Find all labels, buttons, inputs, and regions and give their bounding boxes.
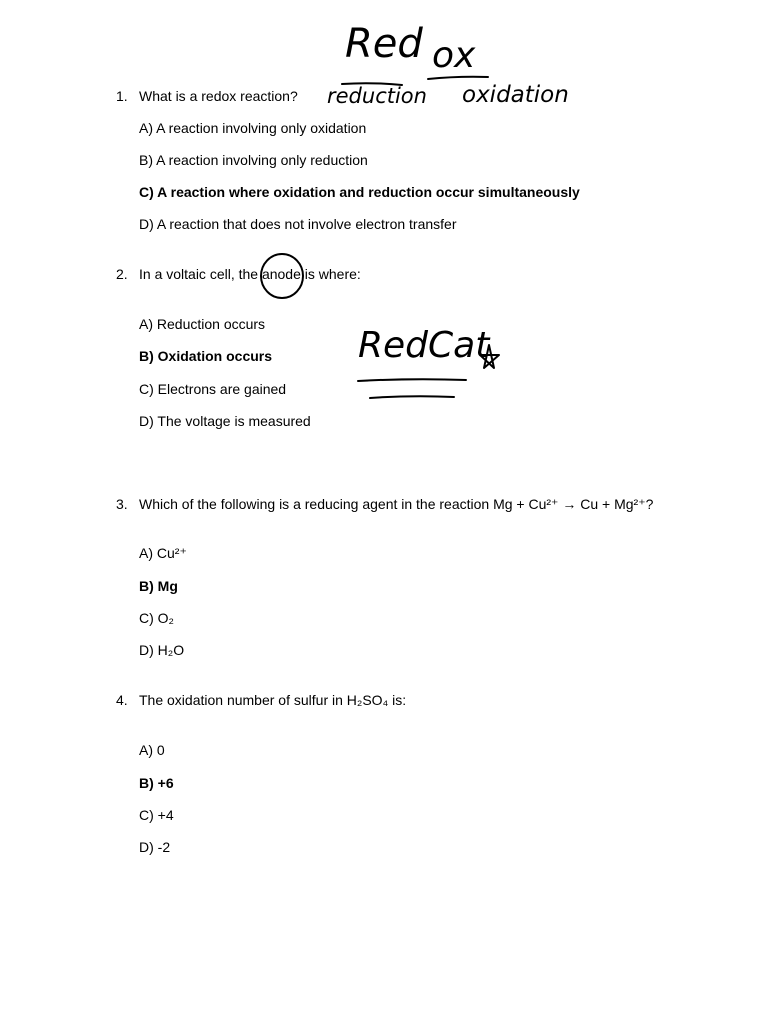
question-text: In a voltaic cell, the [139,266,262,282]
option-2a: A) Reduction occurs [139,316,266,332]
question-2 [116,266,361,282]
question-text: Which of the following is a reducing agent in the reaction Mg + Cu²⁺ → Cu + Mg²⁺? [139,496,654,512]
question-1 [116,88,298,104]
option-1d: D) A reaction that does not involve electron transfer [139,216,457,232]
option-2b-correct: B) Oxidation occurs [139,348,273,364]
question-number: 1. [116,88,128,104]
option-3d: D) H₂O [139,642,185,658]
option-1a: A) A reaction involving only oxidation [139,120,367,136]
anode-word: anode [261,266,301,282]
option-4b-correct: B) +6 [139,775,174,791]
option-4c: C) +4 [139,807,174,823]
question-text-end: is where: [300,266,361,282]
option-1b: B) A reaction involving only reduction [139,152,368,168]
question-3 [116,496,653,513]
question-text: What is a redox reaction? [139,88,298,104]
option-3c: C) O₂ [139,610,174,626]
question-text: The oxidation number of sulfur in H₂SO₄ is: [139,692,407,708]
option-4d: D) -2 [139,839,171,855]
underline-ox [428,77,488,79]
handwritten-redcat: RedCat [358,325,490,366]
handwritten-ox: ox [432,35,476,76]
handwritten-red: Red [345,21,423,67]
question-number: 4. [116,692,128,708]
underline-redcat-1 [358,379,466,381]
question-4 [116,692,406,708]
option-1c-correct: C) A reaction where oxidation and reduction occur simultaneously [139,184,580,200]
question-number: 2. [116,266,128,282]
handwritten-reduction: reduction [327,84,427,108]
question-number: 3. [116,496,128,512]
option-3b-correct: B) Mg [139,578,178,594]
option-2d: D) The voltage is measured [139,413,311,429]
underline-redcat-2 [370,396,454,398]
option-2c: C) Electrons are gained [139,381,287,397]
option-3a: A) Cu²⁺ [139,545,187,561]
handwritten-oxidation: oxidation [462,82,569,108]
option-4a: A) 0 [139,742,165,758]
